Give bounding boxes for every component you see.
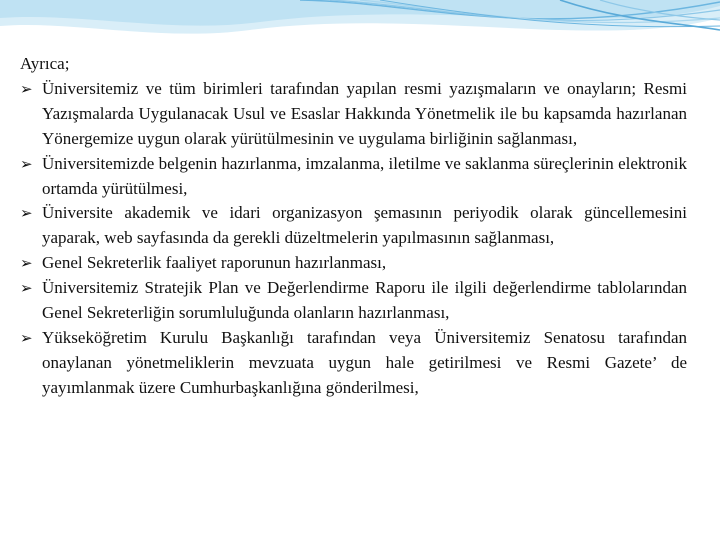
list-item [20, 152, 687, 202]
list-item-text: Yükseköğretim Kurulu Başkanlığı tarafından veya Üniversitemiz Senatosu tarafından onaylanan yönetmeliklerin mevzuata uygun hale getirilmesi ve Resmi Gazete’ de yayımlanmak üzere Cumhurbaşkanlığına gönderilmesi, [42, 327, 687, 397]
list-item-text: Genel Sekreterlik faaliyet raporunun hazırlanması, [42, 253, 387, 273]
arrow-bullet-icon: ➢ [20, 279, 33, 298]
list-item [20, 326, 687, 401]
list-item [20, 201, 687, 251]
arrow-bullet-icon: ➢ [20, 79, 33, 98]
list-item-text: Üniversitemiz ve tüm birimleri tarafından yapılan resmi yazışmaların ve onayların; Resmi Yazışmalarda Uygulanacak Usul ve Esaslar Hakkında Yönetmelik ile bu kapsamda hazırlanan Yönergemize uygun olarak yürütülmesinin ve uygulama birliğinin sağlanması, [42, 78, 687, 148]
list-item-text: Üniversitemizde belgenin hazırlanma, imzalanma, iletilme ve saklanma süreçlerinin elektronik ortamda yürütülmesi, [42, 153, 687, 198]
arrow-bullet-icon: ➢ [20, 328, 33, 347]
arrow-bullet-icon: ➢ [20, 154, 33, 173]
list-item-text: Üniversitemiz Stratejik Plan ve Değerlendirme Raporu ile ilgili değerlendirme tablolarından Genel Sekreterliğin sorumluluğunda olanların hazırlanması, [42, 278, 687, 323]
arrow-bullet-icon: ➢ [20, 254, 33, 273]
slide-content [20, 52, 687, 401]
list-item [20, 276, 687, 326]
list-item [20, 251, 687, 276]
intro-text: Ayrıca; [20, 54, 70, 73]
bullet-list [20, 77, 687, 401]
list-item-text: Üniversite akademik ve idari organizasyon şemasının periyodik olarak güncellemesini yaparak, web sayfasında da gerekli düzeltmelerin yapılmasının sağlanması, [42, 203, 687, 248]
arrow-bullet-icon: ➢ [20, 204, 33, 223]
list-item [20, 77, 687, 152]
